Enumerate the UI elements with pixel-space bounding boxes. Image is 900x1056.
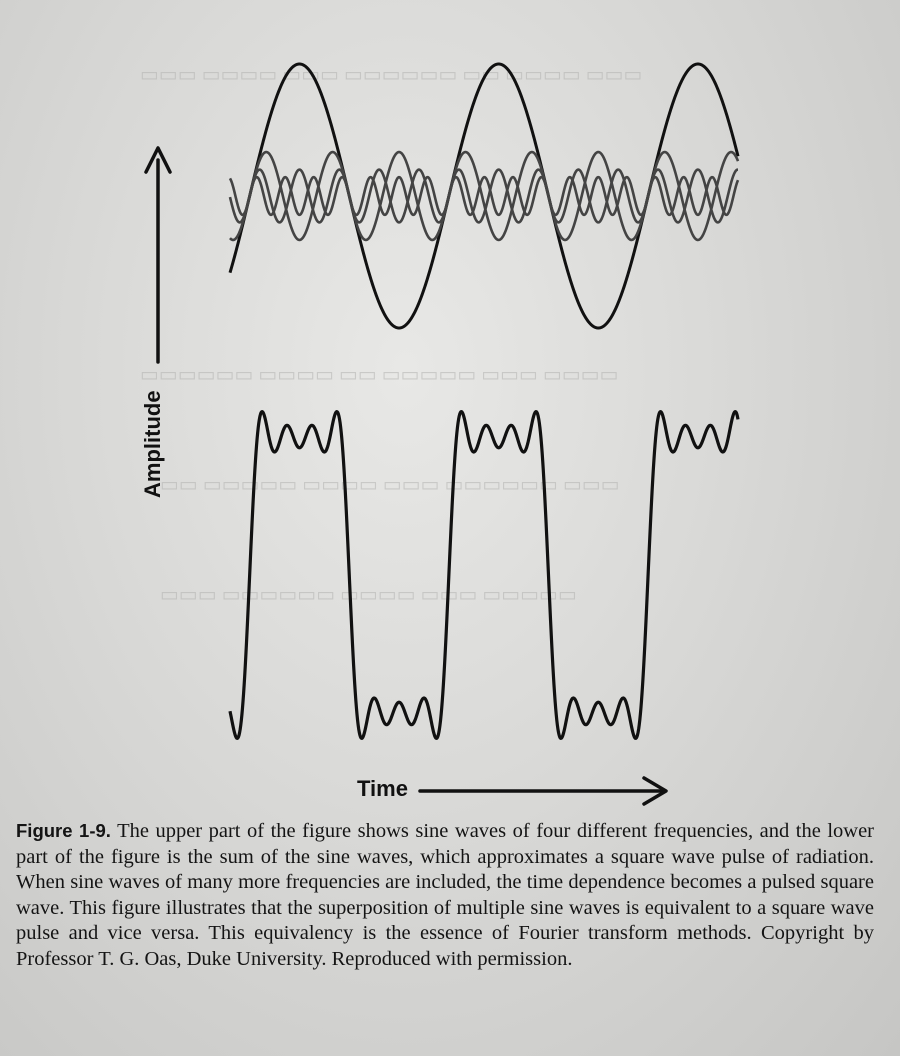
amplitude-axis [140,148,170,498]
bleed-through-texture: ▭▭▭ ▭▭▭▭ ▭▭ ▭▭▭▭▭▭ ▭▭▭ ▭▭▭▭ ▭▭▭ [140,64,643,86]
square-wave-sum-curve [230,412,738,739]
time-axis [357,776,666,804]
bleed-through-texture: ▭▭▭▭ ▭▭▭ ▭▭▭▭▭ ▭▭ ▭▭▭▭ ▭▭▭▭▭▭ [140,364,619,386]
figure-caption-text: The upper part of the figure shows sine waves of four different frequencies, and the lower part of the figure is the sum of the sine waves, which approximates a square wave pulse of radiation. When sine waves of many more frequencies are included, the time dependence becomes a pulsed square wave. This figure illustrates that the superposition of multiple sine waves is equivalent to a square wave pulse and vice versa. This equivalency is the essence of Fourier transform methods. Copyright by Professor T. G. Oas, Duke University. Reproduced with permission. [16,820,874,970]
square-wave-sum-panel [230,412,738,739]
figure-caption [16,818,874,972]
sine-components-panel [230,64,738,328]
bleed-through-texture: ▭▭▭▭▭ ▭▭▭ ▭▭▭▭ ▭▭▭▭▭▭ ▭▭▭ [160,584,577,606]
amplitude-axis-label: Amplitude [140,390,165,498]
figure-caption-label: Figure 1-9. [16,820,111,841]
bleed-through-texture: ▭▭▭ ▭▭▭▭▭▭ ▭▭▭ ▭▭▭▭ ▭▭▭▭▭ ▭▭ [160,474,620,496]
time-axis-label: Time [357,776,408,801]
